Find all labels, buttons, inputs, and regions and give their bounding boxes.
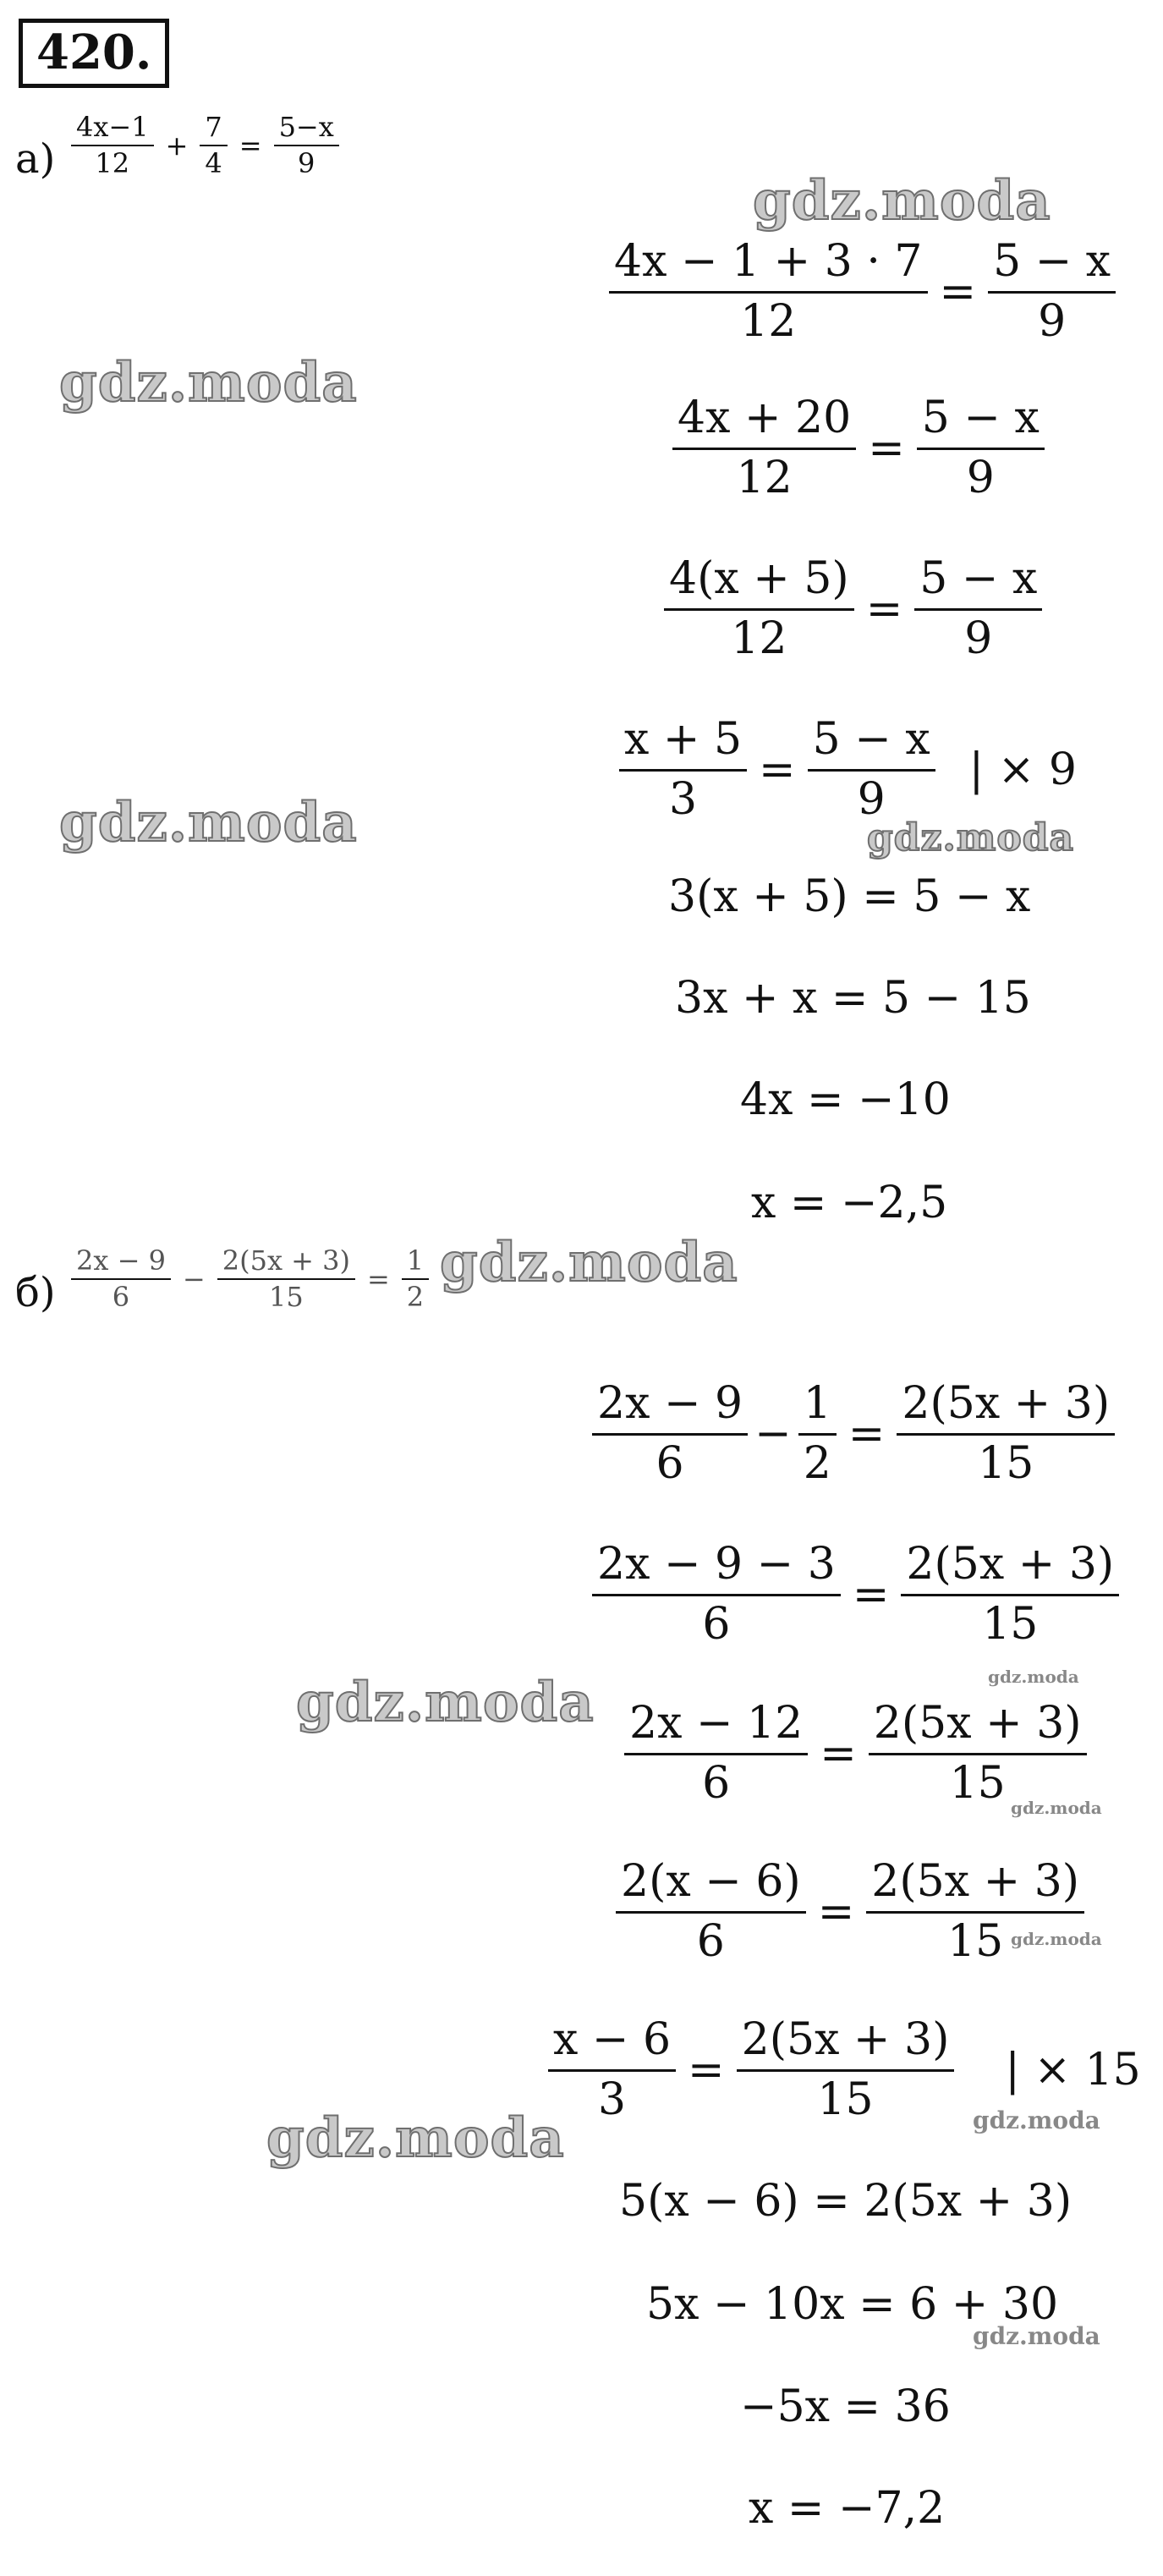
part-b-line-3: −5x = 36 [740, 2381, 951, 2432]
watermark: gdz.moda [973, 2322, 1100, 2350]
part-b-step-1: $\frac{2x - 9}{6}$ − $\frac{1}{2}$ = $\frac{2(5x + 3)}{15}$ [592, 1379, 1115, 1490]
watermark: gdz.moda [59, 351, 358, 415]
watermark: gdz.moda [59, 791, 358, 854]
watermark: gdz.moda [988, 1667, 1079, 1687]
part-b-given: $\frac{2x - 9}{6}$ − $\frac{2(5x + 3)}{15}$ = $\frac{1}{2}$ [71, 1245, 429, 1313]
part-b-line-1: 5(x − 6) = 2(5x + 3) [619, 2176, 1072, 2227]
watermark: gdz.moda [440, 1231, 738, 1294]
part-a-line-1: 3(x + 5) = 5 − x [668, 871, 1031, 922]
part-a-step-1: $\frac{4x - 1 + 3 \cdot 7}{12}$ = $\frac{5 - x}{9}$ [609, 237, 1116, 348]
part-b-step-4: $\frac{2(x - 6)}{6}$ = $\frac{2(5x + 3)}{15}$ [616, 1857, 1084, 1968]
part-a-line-2: 3x + x = 5 − 15 [675, 973, 1031, 1024]
multiply-note: | × 9 [968, 744, 1077, 796]
watermark: gdz.moda [973, 2106, 1100, 2134]
part-b-label: б) [15, 1269, 56, 1316]
part-b-step-5: $\frac{x - 6}{3}$ = $\frac{2(5x + 3)}{15}$ | × 15 [548, 2015, 1141, 2126]
part-b-step-2: $\frac{2x - 9 - 3}{6}$ = $\frac{2(5x + 3)}{15}$ [592, 1540, 1119, 1651]
problem-number: 420. [19, 19, 169, 88]
watermark: gdz.moda [266, 2106, 565, 2170]
watermark: gdz.moda [1011, 1798, 1102, 1818]
part-b-step-3: $\frac{2x - 12}{6}$ = $\frac{2(5x + 3)}{15}$ [624, 1699, 1087, 1810]
part-a-answer: x = −2,5 [751, 1178, 948, 1228]
part-a-given: $\frac{4x-1}{12}$ + $\frac{7}{4}$ = $\frac{5-x}{9}$ [71, 112, 339, 179]
multiply-note: | × 15 [1005, 2045, 1141, 2096]
watermark: gdz.moda [296, 1671, 595, 1734]
part-a-line-3: 4x = −10 [740, 1074, 951, 1125]
part-a-step-4: $\frac{x + 5}{3}$ = $\frac{5 - x}{9}$ | × 9 [619, 715, 1077, 826]
part-a-step-3: $\frac{4(x + 5)}{12}$ = $\frac{5 - x}{9}$ [664, 554, 1042, 665]
part-b-line-2: 5x − 10x = 6 + 30 [646, 2279, 1059, 2330]
part-b-answer: x = −7,2 [749, 2483, 946, 2534]
part-a-step-2: $\frac{4x + 20}{12}$ = $\frac{5 - x}{9}$ [672, 393, 1045, 504]
watermark: gdz.moda [867, 816, 1075, 860]
watermark: gdz.moda [1011, 1929, 1102, 1949]
part-a-label: а) [15, 135, 56, 183]
watermark: gdz.moda [753, 169, 1051, 233]
